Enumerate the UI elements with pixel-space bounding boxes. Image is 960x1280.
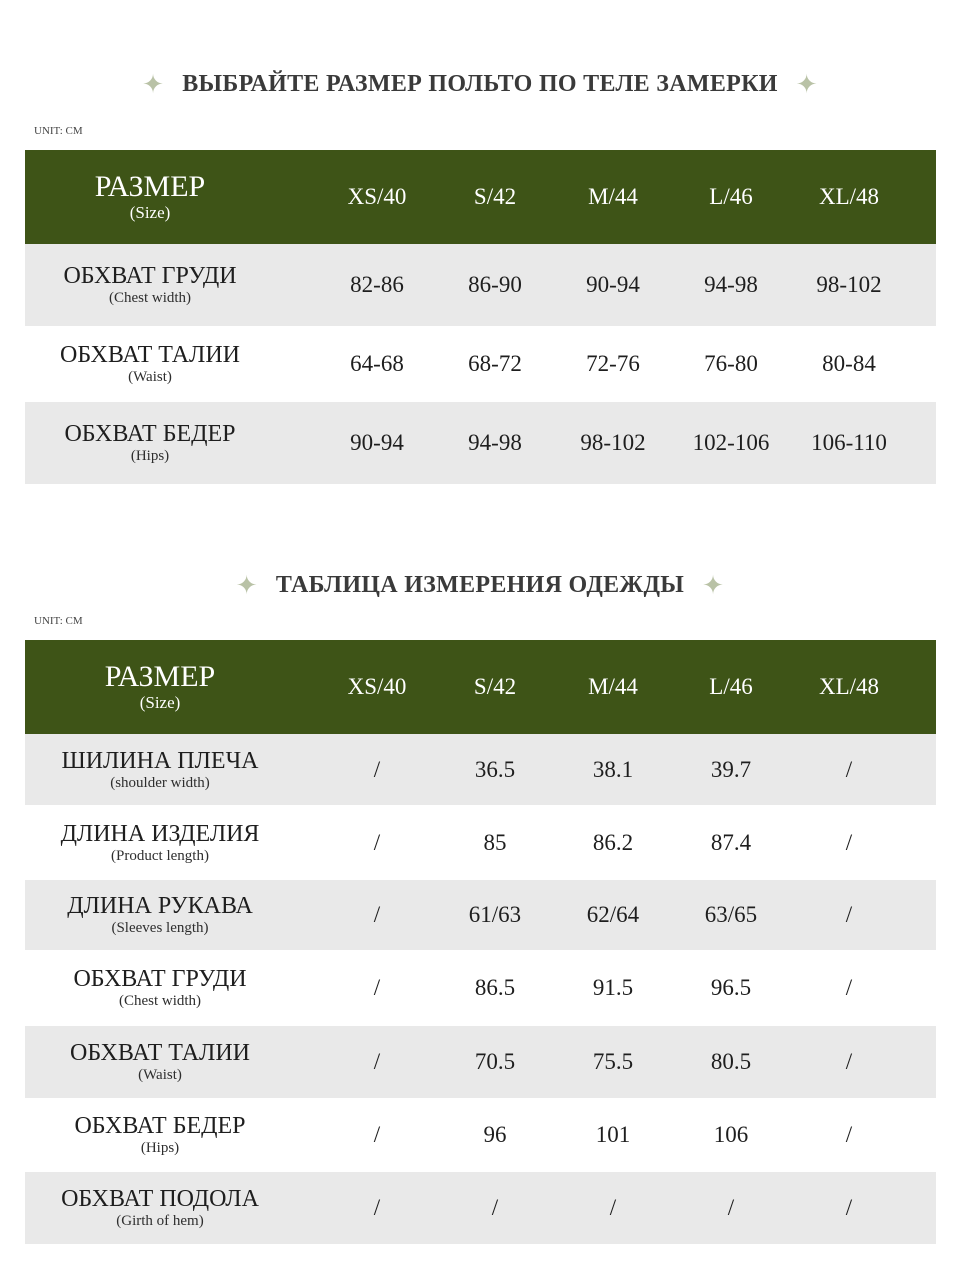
table-cell: 101: [595, 1122, 631, 1147]
table-cell: /: [491, 1195, 499, 1220]
table-cell: 90-94: [350, 430, 404, 455]
table-cell: 91.5: [592, 975, 634, 1000]
sparkle-icon: ✦: [702, 571, 725, 600]
table-cell: 61/63: [468, 902, 522, 927]
size-label: [25, 640, 295, 734]
row-label-en: (Hips): [130, 448, 170, 464]
row-label: [25, 326, 275, 402]
row-label-en: (Product length): [111, 847, 209, 864]
table-cell: /: [373, 829, 381, 855]
size-col-m: M/44: [588, 184, 638, 209]
sparkle-icon: ✦: [795, 70, 818, 99]
size-col-xs: XS/40: [347, 184, 407, 209]
table-cell: 106-110: [811, 430, 887, 455]
row-label-ru: ОБХВАТ БЕДЕР: [74, 1113, 246, 1139]
row-label-en: (Waist): [138, 1067, 182, 1083]
table-row-length: [25, 805, 936, 880]
size-label: [25, 150, 275, 244]
table-cell: 75.5: [592, 1049, 634, 1074]
table-header: [25, 640, 936, 734]
size-label-en: (Size): [139, 693, 181, 712]
row-label: [25, 1172, 295, 1244]
table-row-sleeves: [25, 880, 936, 950]
table-cell: 96: [483, 1122, 507, 1147]
row-label: [25, 1098, 295, 1172]
table-cell: 68-72: [468, 351, 522, 376]
table-cell: 38.1: [592, 756, 634, 782]
row-label-en: (Sleeves length): [111, 920, 209, 936]
size-col-m: M/44: [588, 674, 638, 699]
table-row-waist: [25, 1026, 936, 1098]
table-row-shoulder: [25, 734, 936, 805]
table-cell: 94-98: [704, 272, 758, 297]
row-label-en: (Girth of hem): [116, 1213, 204, 1229]
table-cell: 72-76: [586, 351, 640, 376]
row-label-en: (Hips): [140, 1140, 180, 1156]
table-cell: 96.5: [710, 975, 752, 1000]
table-cell: /: [845, 756, 853, 782]
size-col-l: L/46: [709, 674, 753, 699]
table-row-chest: [25, 950, 936, 1026]
table-cell: 76-80: [704, 351, 758, 376]
table-cell: 94-98: [468, 430, 522, 455]
row-label: [25, 1026, 295, 1098]
row-label-ru: ОБХВАТ ПОДОЛА: [61, 1186, 259, 1212]
row-label: [25, 805, 295, 880]
table-cell: /: [373, 1195, 381, 1220]
table-row-hips: [25, 402, 936, 484]
table-cell: 90-94: [586, 272, 640, 297]
table-cell: 80-84: [822, 351, 876, 376]
section2-title: [0, 571, 960, 601]
row-label: [25, 880, 295, 950]
row-label-ru: ОБХВАТ ТАЛИИ: [60, 342, 240, 368]
table-cell: 62/64: [586, 902, 640, 927]
row-label-ru: ДЛИНА ИЗДЕЛИЯ: [60, 820, 260, 847]
section1-title: [0, 70, 960, 100]
table-cell: /: [845, 975, 853, 1000]
sparkle-icon: ✦: [235, 571, 258, 600]
size-col-l: L/46: [709, 184, 753, 209]
table-cell: 106: [713, 1122, 749, 1147]
row-label-ru: ОБХВАТ ТАЛИИ: [70, 1040, 250, 1066]
row-label: [25, 734, 295, 805]
row-label-ru: ДЛИНА РУКАВА: [67, 893, 253, 919]
table-cell: /: [845, 1049, 853, 1074]
table-cell: /: [845, 902, 853, 927]
table-cell: 63/65: [704, 902, 758, 927]
table-row-hem: [25, 1172, 936, 1244]
table-cell: 86.5: [474, 975, 516, 1000]
size-label-en: (Size): [129, 203, 171, 222]
table-cell: 98-102: [580, 430, 646, 455]
table-cell: /: [609, 1195, 617, 1220]
size-label-ru: РАЗМЕР: [104, 660, 216, 693]
table-cell: 87.4: [710, 829, 752, 855]
table-cell: /: [373, 1122, 381, 1147]
row-label: [25, 950, 295, 1026]
row-label-ru: ОБХВАТ ГРУДИ: [63, 263, 237, 289]
size-col-s: S/42: [473, 184, 517, 209]
table-row-waist: [25, 326, 936, 402]
table-cell: /: [373, 975, 381, 1000]
table-cell: 98-102: [816, 272, 882, 297]
table-row-chest: [25, 244, 936, 326]
table-cell: /: [845, 1195, 853, 1220]
table-cell: /: [373, 902, 381, 927]
row-label-en: (Chest width): [118, 993, 202, 1009]
table-row-hips: [25, 1098, 936, 1172]
size-label-ru: РАЗМЕР: [94, 170, 206, 203]
table-cell: 82-86: [350, 272, 404, 297]
table-cell: 70.5: [474, 1049, 516, 1074]
size-col-xl: XL/48: [818, 184, 880, 209]
table-cell: 86.2: [592, 829, 634, 855]
table-cell: 64-68: [350, 351, 404, 376]
table-cell: 80.5: [710, 1049, 752, 1074]
row-label: [25, 402, 275, 484]
section2-unit: UNIT: CM: [34, 615, 83, 627]
row-label-ru: ОБХВАТ БЕДЕР: [64, 421, 236, 447]
row-label-en: (Chest width): [108, 290, 192, 306]
row-label-ru: ШИЛИНА ПЛЕЧА: [61, 747, 259, 774]
table-cell: /: [373, 1049, 381, 1074]
row-label: [25, 244, 275, 326]
row-label-ru: ОБХВАТ ГРУДИ: [73, 966, 247, 992]
table-cell: /: [373, 756, 381, 782]
section1-unit: UNIT: CM: [34, 125, 83, 137]
row-label-en: (Waist): [128, 369, 172, 385]
sparkle-icon: ✦: [142, 70, 165, 99]
table-cell: /: [727, 1195, 735, 1220]
table-cell: 36.5: [474, 756, 516, 782]
section1-size-table: [25, 150, 936, 484]
size-col-s: S/42: [473, 674, 517, 699]
table-cell: 39.7: [710, 756, 752, 782]
table-cell: /: [845, 829, 853, 855]
size-col-xs: XS/40: [347, 674, 407, 699]
row-label-en: (shoulder width): [110, 774, 210, 791]
table-cell: 85: [483, 829, 507, 855]
section2-garment-table: [25, 640, 936, 1244]
table-cell: 86-90: [468, 272, 522, 297]
size-col-xl: XL/48: [818, 674, 880, 699]
table-header: [25, 150, 936, 244]
table-cell: /: [845, 1122, 853, 1147]
section1-title-text: ВЫБРАЙТЕ РАЗМЕР ПОЛЬТО ПО ТЕЛЕ ЗАМЕРКИ: [182, 71, 778, 97]
section2-title-text: ТАБЛИЦА ИЗМЕРЕНИЯ ОДЕЖДЫ: [275, 572, 685, 598]
table-cell: 102-106: [692, 430, 770, 455]
